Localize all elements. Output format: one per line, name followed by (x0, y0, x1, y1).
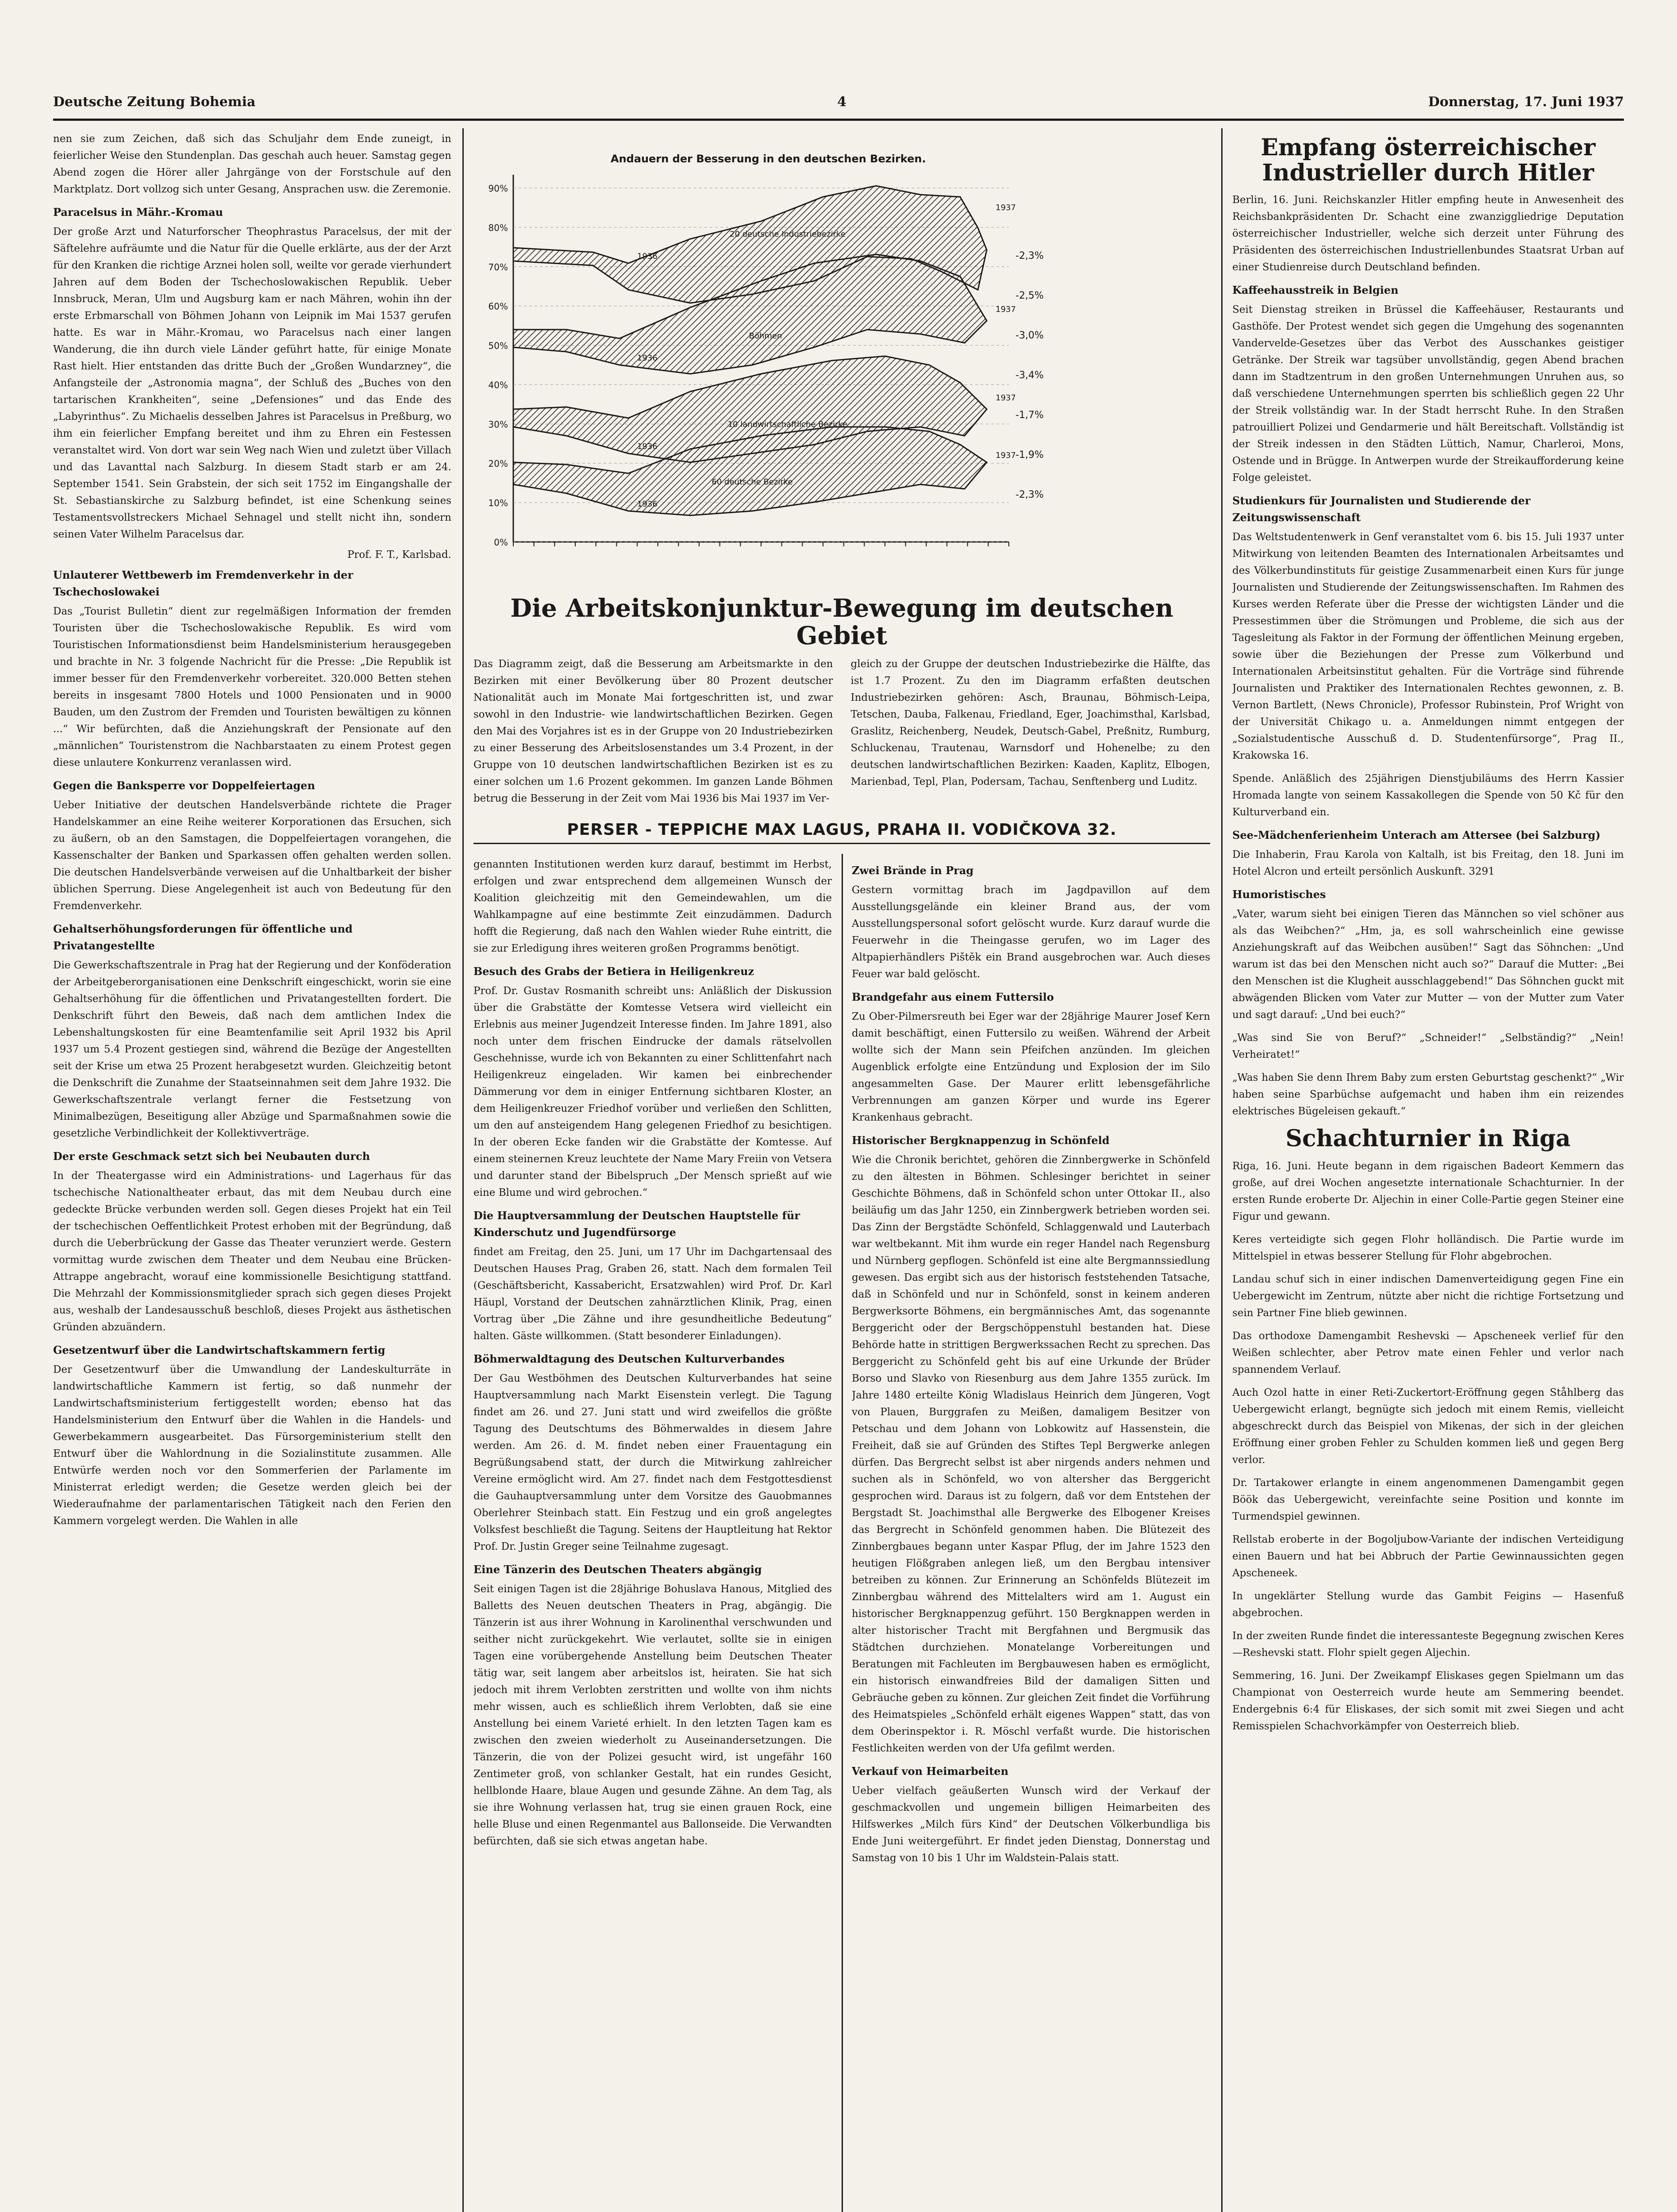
article-paragraph: Zu Ober-Pilmersreuth bei Eger war der 28jährige Maurer Josef Kern damit beschäftigt, einen Futtersilo zu weißen. Während der Arbeit wollte sich der Mann sein Pfeifchen anzünden. Im gleichen Augenblick erfolgte eine Entzündung und Explosion der im Silo angesammelten Gase. Der Maurer erlitt lebensgefährliche Verbrennungen am ganzen Körper und wurde ins Egerer Krankenhaus gebracht. (852, 1011, 1210, 1123)
article-heading: Paracelsus in Mähr.-Kromau (53, 206, 223, 219)
article-heading: Zwei Brände in Prag (852, 864, 974, 877)
column-3 (852, 856, 1210, 2212)
chart-band-label: 20 deutsche Industriebezirke (730, 230, 846, 239)
chart-change-label: -3,0% (1015, 330, 1044, 341)
article-paragraph: In der Theatergasse wird ein Administrations- und Lagerhaus für das tschechische Nationaltheater erbaut, das mit dem Neubau durch eine gedeckte Brücke verbunden werden soll. Gegen dieses Projekt hat ein Teil der tschechischen Oeffentlichkeit Protest erhoben mit der Begründung, daß durch die Ueberbrückung der Gasse das Theater verunziert werde. Gestern vormittag wurde zwischen dem Theater und dem Neubau eine Brücken-Attrappe angebracht, worauf eine kommissionelle Besichtigung stattfand. Die Mehrzahl der Kommissionsmitglieder sprach sich gegen dieses Projekt aus, weshalb der Landesausschuß beschloß, dieses Projekt aus ästhetischen Gründen abzuändern. (53, 1170, 451, 1333)
article-paragraph: Semmering, 16. Juni. Der Zweikampf Eliskases gegen Spielmann um das Championat von Oesterreich wurde heute am Semmering beendet. Endergebnis 6:4 für Eliskases, der sich somit mit zwei Siegen und acht Remisspielen Schachvorkämpfer von Oesterreich blieb. (1232, 1670, 1624, 1732)
chart-y-tick-label: 50% (488, 340, 508, 351)
employment-chart (478, 144, 1115, 588)
chart-band-label: Böhmen (749, 331, 782, 341)
article-paragraph: Riga, 16. Juni. Heute begann in dem rigaischen Badeort Kemmern das große, auf drei Wochen angesetzte internationale Schachturnier. In der ersten Runde eroberte Dr. Aljechin in einer Colle-Partie gegen Steiner eine Figur und gewann. (1232, 1160, 1624, 1222)
article-paragraph: Spende. Anläßlich des 25jährigen Dienstjubiläums des Herrn Kassier Hromada langte von seinem Kassakollegen die Spende von 50 Kč für den Kulturverband ein. (1232, 773, 1624, 818)
page-number: 4 (837, 94, 846, 110)
article-paragraph: Die Gewerkschaftszentrale in Prag hat der Regierung und der Konföderation der Arbeitgeberorganisationen eine Denkschrift eingeschickt, worin sie eine Gehaltserhöhung für die öffentlichen und Privatangestellten fordert. Die Denkschrift führt den Beweis, daß nach dem amtlichen Index die Lebenshaltungskosten für eine Beamtenfamilie seit April 1932 bis April 1937 um 5.4 Prozent gestiegen sind, während die Bezüge der Angestellten seit der Krise um etwa 25 Prozent herabgesetzt wurden. Gleichzeitig betont die Denkschrift die Zunahme der Staatseinnahmen seit dem Jahre 1932. Die Gewerkschaftszentrale verlangt ferner die Festsetzung von Minimalbezügen, Beseitigung aller Abzüge und Sparmaßnahmen sowie die gesetzliche Verbindlichkeit der Kollektivverträge. (53, 960, 451, 1139)
article-paragraph: Gestern vormittag brach im Jagdpavillon auf dem Ausstellungsgelände ein kleiner Brand aus, der vom Ausstellungspersonal sofort gelöscht wurde. Kurz darauf wurde die Feuerwehr in die Theingasse gerufen, wo im Lager des Altpapierhändlers Pištěk ein Brand ausgebrochen war. Auch dieses Feuer war bald gelöscht. (852, 884, 1210, 980)
chart-y-tick-label: 30% (488, 419, 508, 430)
article-paragraph: Der Gesetzentwurf über die Umwandlung der Landeskulturräte in landwirtschaftliche Kammern ist fertig, so daß nunmehr der Landwirtschaftsministerium fertiggestellt worden; ebenso hat das Handelsministerium den Entwurf über die Wahlen in die Handels- und Gewerbekammern ausgearbeitet. Das Fürsorgeministerium stellt den Entwurf über die Wahlordnung in die Sozialinstitute zusammen. Alle Entwürfe werden noch vor den Sommerferien der Parlamente im Ministerrat erledigt werden; die Gesetze werden gleich bei der Wiederaufnahme der parlamentarischen Tätigkeit nach den Ferien den Kammern vorgelegt werden. Die Wahlen in alle (53, 1364, 451, 1527)
article-heading: Besuch des Grabs der Betiera in Heiligenkreuz (473, 965, 754, 978)
chart-change-label: -3,4% (1015, 370, 1044, 381)
ad-text: PERSER - TEPPICHE MAX LAGUS, PRAHA II. VODIČKOVA 32. (567, 821, 1117, 839)
chart-year-label: 1936 (637, 499, 658, 509)
issue-date: Donnerstag, 17. Juni 1937 (1428, 94, 1624, 110)
chart-change-label: -2,3% (1015, 489, 1044, 500)
article-heading: Die Hauptversammlung der Deutschen Hauptstelle für Kinderschutz und Jugendfürsorge (473, 1209, 800, 1239)
article-rule-main (473, 843, 1210, 844)
chart-band-label: 60 deutsche Bezirke (712, 477, 793, 487)
chart-change-label: -2,3% (1015, 250, 1044, 261)
main-article (473, 591, 1210, 841)
article-paragraph: Der Gau Westböhmen des Deutschen Kulturverbandes hat seine Hauptversammlung nach Markt Eisenstein verlegt. Die Tagung findet am 26. und 27. Juni statt und wird zweifellos die größte Tagung des Deutschtums des Böhmerwaldes in diesem Jahre werden. Am 26. d. M. findet neben einer Frauentagung ein Begrüßungsabend statt, der durch die Mitwirkung zahlreicher Vereine ermöglicht wird. Am 27. findet nach dem Festgottesdienst die Gauhauptversammlung unter dem Vorsitze des Gauobmannes Oberlehrer Steinbach statt. Ein Festzug und ein groß angelegtes Volksfest beschließt die Tagung. Seitens der Hauptleitung hat Rektor Prof. Dr. Justin Greger seine Teilnahme zugesagt. (473, 1373, 832, 1552)
chart-y-tick-label: 40% (488, 380, 508, 391)
article-paragraph: Berlin, 16. Juni. Reichskanzler Hitler empfing heute in Anwesenheit des Reichsbankpräsidenten Dr. Schacht eine zwanziggliedrige Deputation österreichischer Industrieller, welche sich derzeit unter Führung des Präsidenten des österreichischen Industriellenbundes Staatsrat Urban auf einer Studienreise durch Deutschland befinden. (1232, 194, 1624, 273)
article-heading: Historischer Bergknappenzug in Schönfeld (852, 1134, 1110, 1147)
carpet-advertisement (473, 821, 1210, 843)
column-rule-3 (1221, 128, 1223, 2212)
article-heading: Studienkurs für Journalisten und Studierende der Zeitungswissenschaft (1232, 494, 1531, 524)
section-headline: Schachturnier in Riga (1285, 1125, 1571, 1152)
main-article-text-b: gleich zu der Gruppe der deutschen Industriebezirke die Hälfte, das ist 1.7 Prozent. Zu den im Diagramm erfaßten deutschen Industriebezirken gehören: Asch, Braunau, Böhmisch-Leipa, Tetschen, Dauba, Falkenau, Friedland, Eger, Joachimsthal, Karlsbad, Graslitz, Reichenberg, Neudek, Deutsch-Gabel, Preßnitz, Rumburg, Schluckenau, Trautenau, Warnsdorf und Hohenelbe; zu den deutschen landwirtschaftlichen Bezirken: Kaaden, Kaplitz, Elbogen, Marienbad, Tepl, Plan, Podersam, Tachau, Senftenberg und Luditz. (850, 658, 1210, 788)
article-paragraph: Landau schuf sich in einer indischen Damenverteidigung gegen Fine ein Uebergewicht im Zentrum, nützte aber nicht die richtige Fortsetzung und sein Partner Fine blieb gewinnen. (1232, 1273, 1624, 1319)
article-paragraph: Wie die Chronik berichtet, gehören die Zinnbergwerke in Schönfeld zu den ältesten in Böhmen. Schlesinger berichtet in seiner Geschichte Böhmens, daß in Schönfeld schon unter Ottokar II., also beiläufig um das Jahr 1250, ein Zinnbergwerk betrieben worden sei. Das Zinn der Bergstädte Schönfeld, Schlaggenwald und Lauterbach war weltbekannt. Mit ihm wurde ein reger Handel nach Regensburg und Nürnberg gepflogen. Schönfeld ist eine alte Bergmannssiedlung gewesen. Das ergibt sich aus der historisch feststehenden Tatsache, daß in Schönfeld und nur in Schönfeld, sonst in keinem anderen Bergwerksorte Böhmens, ein bergmännisches Amt, das sogenannte Berggericht oder der Bergschöppenstuhl bestanden hat. Diese Behörde hatte in strittigen Bergwerkssachen Recht zu sprechen. Das Berggericht zu Schönfeld geht bis auf eine Urkunde der Brüder Borso und Slavko von Riesenburg aus dem Jahre 1355 zurück. Im Jahre 1480 erteilte König Wladislaus Heinrich dem Jüngeren, Vogt von Plauen, Burggrafen zu Meißen, damaligem Besitzer von Petschau und dem Johann von Lobkowitz auf Hassenstein, die Freiheit, daß sie auf Gründen des Stiftes Tepl Bergwerke anlegen dürfen. Das Bergrecht selbst ist aber nirgends anders nehmen und suchen als in Schönfeld, wo von altersher das Berggericht gesprochen wird. Daraus ist zu folgern, daß vor dem Entstehen der Bergstadt St. Joachimsthal alle Bergwerke des Elbogener Kreises das Bergrecht in Schönfeld genommen haben. Die Blütezeit des Zinnbergbaues begann unter Kaspar Pflug, der im Jahre 1523 den heutigen Flößgraben anlegen ließ, um den Bergbau intensiver betreiben zu können. Zur Erinnerung an Schönfelds Blütezeit im Zinnbergbau während des Mittelalters wird am 1. August ein historischer Bergknappenzug geführt. 150 Bergknappen werden in alter historischer Tracht mit Bergfahnen und Bergmusik das Städtchen durchziehen. Monatelange Vorbereitungen und Beratungen mit Fachleuten im Bergbauwesen haben es ermöglicht, ein historisch einwandfreies Bild der damaligen Sitten und Gebräuche geben zu können. Zur gleichen Zeit findet die Vorführung des Heimatspieles „Schönfeld erhält eigenes Wappen“ statt, das von dem Oberinspektor i. R. Möschl verfaßt wurde. Die historischen Festlichkeiten werden von der Ufa gefilmt werden. (852, 1154, 1210, 1754)
chart-year-label: 1937 (996, 451, 1016, 460)
chart-y-tick-label: 60% (488, 301, 508, 312)
chart-title: Andauern der Besserung in den deutschen Bezirken. (611, 153, 926, 165)
article-paragraph: Das Weltstudentenwerk in Genf veranstaltet vom 6. bis 15. Juli 1937 unter Mitwirkung von leitenden Beamten des Internationalen Arbeitsamtes und des Völkerbundinstituts für geistige Zusammenarbeit einen Kurs für junge Journalisten und Studierende der Zeitungswissenschaften. Im Rahmen des Kurses werden Referate über die Presse der wichtigsten Länder und die Pressestimmen über die Strömungen und Probleme, die sich aus der Tagesleitung als Faktor in der Formung der öffentlichen Meinung ergeben, sowie über die Beziehungen der Presse zum Völkerbund und Internationalen Arbeitsinstitut gehalten. Für die Vorträge sind führende Journalisten und Praktiker des Internationalen Rechtes gewonnen, z. B. Vernon Bartlett, (News Chronicle), Professor Rubinstein, Prof Wright von der Universität Chikago u. a. Anmeldungen nimmt entgegen der „Sozialstudentische Ausschuß d. D. Studentenfürsorge“, Prag II., Krakowska 16. (1232, 531, 1624, 762)
article-heading: Brandgefahr aus einem Futtersilo (852, 991, 1054, 1003)
header-rule (53, 119, 1624, 121)
chart-svg (478, 144, 1115, 588)
article-paragraph: Keres verteidigte sich gegen Flohr holländisch. Die Partie wurde im Mittelspiel in etwas besserer Stellung für Flohr abgebrochen. (1232, 1233, 1624, 1262)
column-2 (473, 856, 832, 2212)
chart-change-label: -1,7% (1015, 410, 1044, 421)
article-heading: See-Mädchenferienheim Unterach am Attersee (bei Salzburg) (1232, 829, 1601, 842)
article-paragraph: „Was sind Sie von Beruf?“ „Schneider!“ „Selbständig?“ „Nein! Verheiratet!“ (1232, 1032, 1624, 1061)
chart-change-label: -2,5% (1015, 290, 1044, 301)
chart-y-tick-label: 90% (488, 183, 508, 194)
chart-y-tick-label: 70% (488, 261, 508, 273)
page-header (53, 88, 1624, 115)
article-paragraph: Der große Arzt und Naturforscher Theophrastus Paracelsus, der mit der Säftelehre aufräumte und die Natur für die Quelle erklärte, aus der der Arzt für den Kranken die richtige Arznei holen soll, weilte vor gerade vierhundert Jahren auf dem Boden der Tschechoslowakischen Republik. Ueber Innsbruck, Meran, Ulm und Augsburg kam er nach Mähren, wohin ihn der erste Erbmarschall von Böhmen Johann von Leipnik im Mai 1537 gerufen hatte. Es war in Mähr.-Kromau, wo Paracelsus nach einer langen Wanderung, die ihn durch viele Länder geführt hatte, für einige Monate Rast hielt. Hier entstanden das dritte Buch der „Großen Wundarzney“, die Anfangsteile der „Astronomia magna“, der Schluß des „Buches von den tartarischen Krankheiten“, seine „Defensiones“ und das Ende des „Labyrinthus“. Zu Michaelis desselben Jahres ist Paracelsus in Preßburg, wo ihm ein feierlicher Empfang bereitet und ihm zu Ehren ein Festessen veranstaltet wird. Von dort war sein Weg nach Wien und zuletzt über Villach und das Lavanttal nach Salzburg. In diesem Stadt starb er am 24. September 1541. Sein Grabstein, der sich seit 1752 im Eingangshalle der St. Sebastianskirche zu Salzburg befindet, ist eine Schenkung seines Testamentsvollstreckers Michael Sehnagel und stellt nicht ihn, sondern seinen Vater Wilhelm Paracelsus dar. (53, 226, 451, 540)
chart-year-label: 1937 (996, 305, 1016, 314)
article-heading: Gegen die Banksperre vor Doppelfeiertagen (53, 779, 315, 792)
author-signature: Prof. F. T., Karlsbad. (347, 549, 451, 561)
chart-y-tick-label: 80% (488, 222, 508, 233)
article-paragraph: findet am Freitag, den 25. Juni, um 17 Uhr im Dachgartensaal des Deutschen Hauses Prag, Graben 26, statt. Nach dem formalen Teil (Geschäftsbericht, Kassabericht, Ersatzwahlen) wird Prof. Dr. Karl Häupl, Vorstand der Deutschen zahnärztlichen Klinik, Prag, einen Vortrag über „Die Zähne und ihre gesundheitliche Bedeutung“ halten. Gäste willkommen. (Statt besonderer Einladungen). (473, 1246, 832, 1342)
article-paragraph: „Vater, warum sieht bei einigen Tieren das Männchen so viel schöner aus als das Weibchen?“ „Hm, ja, es soll wahrscheinlich eine gewisse Anziehungskraft auf das Weibchen ausüben!“ Sagt das Söhnchen: „Und warum ist das bei den Menschen nicht auch so?“ Darauf die Mutter: „Bei den Menschen ist die Klugheit ausschlaggebend!“ Das Söhnchen guckt mit abwägenden Blicken vom Vater zur Mutter — von der Mutter zum Vater und sagt darauf: „Und bei euch?“ (1232, 908, 1624, 1021)
article-paragraph: Das orthodoxe Damengambit Reshevski — Apscheneek verlief für den Weißen schlechter, aber Petrov mate einen Fehler und verlor nach spannendem Verlauf. (1232, 1330, 1624, 1375)
main-headline: Die Arbeitskonjunktur-Bewegung im deutschen Gebiet (510, 594, 1173, 650)
chart-year-label: 1937 (996, 393, 1016, 403)
article-heading: Gesetzentwurf über die Landwirtschaftskammern fertig (53, 1344, 385, 1356)
column-rule-1 (462, 128, 464, 2212)
column-rule-2 (842, 854, 843, 2212)
article-paragraph: Seit Dienstag streiken in Brüssel die Kaffeehäuser, Restaurants und Gasthöfe. Der Protest wendet sich gegen die Umgehung des sogenannten Vandervelde-Gesetzes über das Verbot des Ausschankes geistiger Getränke. Der Streik war tagsüber unvollständig, gegen Abend brachen dann im Stadtzentrum in den großen Unternehmungen Unruhen aus, so daß verschiedene Unternehmungen sperrten bis schließlich gegen 22 Uhr der Streik vollständig war. In der Stadt herrscht Ruhe. In den Straßen patrouilliert Polizei und Gendarmerie und hält Bereitschaft. Vollständig ist der Streik indessen in den Städten Lüttich, Namur, Charleroi, Mons, Ostende und in Brügge. In Antwerpen wurde der Streikaufforderung keine Folge geleistet. (1232, 304, 1624, 484)
main-article-text-a: Das Diagramm zeigt, daß die Besserung am Arbeitsmarkte in den Bezirken mit einer Bevölkerung über 80 Prozent deutscher Nationalität auch im Monate Mai fortgeschritten ist, und zwar sowohl in den Industrie- wie landwirtschaftlichen Bezirken. Gegen den Mai des Vorjahres ist es in der Gruppe von 20 Industriebezirken zu einer Besserung des Arbeitslosenstandes um 3.4 Prozent, in der Gruppe von 10 deutschen landwirtschaftlichen Bezirken ist es zu einer solchen um 1.6 Prozent gekommen. Im ganzen Lande Böhmen betrug die Besserung in der Zeit vom Mai 1936 bis Mai 1937 im Ver- (473, 658, 833, 805)
article-paragraph: Seit einigen Tagen ist die 28jährige Bohuslava Hanous, Mitglied des Balletts des Neuen deutschen Theaters in Prag, abgängig. Die Tänzerin ist aus ihrer Wohnung in Karolinenthal verschwunden und seither nicht zurückgekehrt. Wie verlautet, sollte sie in einigen Tagen eine vorübergehende Anstellung beim Deutschen Theater tätig war, seit langem aber arbeitslos ist, heiraten. Sie hat sich jedoch mit ihrem Verlobten zerstritten und wollte von ihm nichts mehr wissen, auch es schließlich ihrem Verlobten, daß sie eine Anstellung bei einem Varieté erhielt. In den letzten Tagen kam es zwischen den zweien wiederholt zu Auseinandersetzungen. Die Tänzerin, die von der Polizei gesucht wird, ist ungefähr 160 Zentimeter groß, von schlanker Gestalt, hat ein rundes Gesicht, hellblonde Haare, blaue Augen und gesunde Zähne. An dem Tag, als sie ihre Wohnung verlassen hat, trug sie einen grauen Rock, eine helle Bluse und einen Regenmantel aus Ballonseide. Die Verwandten befürchten, daß sie sich etwas angetan habe. (473, 1583, 832, 1847)
section-headline: Empfang österreichischer Industrieller durch Hitler (1261, 134, 1596, 187)
article-paragraph: Dr. Tartakower erlangte in einem angenommenen Damengambit gegen Böök das Uebergewicht, vereinfachte seine Position und konnte im Turmendspiel gewinnen. (1232, 1477, 1624, 1522)
chart-band-label: 10 landwirtschaftliche Bezirke (727, 420, 848, 429)
chart-y-tick-label: 0% (494, 537, 508, 548)
article-heading: Verkauf von Heimarbeiten (852, 1765, 1009, 1778)
article-paragraph: Ueber vielfach geäußerten Wunsch wird der Verkauf der geschmackvollen und ungemein billigen Heimarbeiten des Hilfswerkes „Milch fürs Kind“ der Deutschen Völkerbundliga bis Ende Juni weitergeführt. Er findet jeden Dienstag, Donnerstag und Samstag von 10 bis 1 Uhr im Waldstein-Palais statt. (852, 1785, 1210, 1864)
newspaper-name: Deutsche Zeitung Bohemia (53, 94, 256, 110)
article-paragraph: Die Inhaberin, Frau Karola von Kaltalh, ist bis Freitag, den 18. Juni im Hotel Alcron und erteilt persönlich Auskunft. 3291 (1232, 849, 1624, 878)
article-heading: Gehaltserhöhungsforderungen für öffentliche und Privatangestellte (53, 922, 353, 952)
article-paragraph: In der zweiten Runde findet die interessanteste Begegnung zwischen Keres—Reshevski statt. Flohr spielt gegen Aljechin. (1232, 1630, 1624, 1659)
article-paragraph: Ueber Initiative der deutschen Handelsverbände richtete die Prager Handelskammer an eine Reihe weiterer Korporationen das Ersuchen, sich zu äußern, ob an den Samstagen, die Doppelfeiertagen vorangehen, die Kassenschalter der Banken und Sparkassen offen gehalten werden sollen. Die deutschen Handelsverbände verweisen auf die Unhaltbarkeit der bisher üblichen Sperrung. Diese Angelegenheit ist auch von Bedeutung für den Fremdenverkehr. (53, 799, 451, 912)
article-paragraph: Das „Tourist Bulletin“ dient zur regelmäßigen Information der fremden Touristen über die Tschechoslowakische Republik. Es wird vom Touristischen Informationsdienst beim Handelsministerium herausgegeben und brachte in Nr. 3 folgende Nachricht für die Presse: „Die Republik ist immer besser für den Fremdenverkehr vorbereitet. 320.000 Betten stehen bereits in insgesamt 7800 Hotels und 1000 Pensionaten und in 9000 Bauden, um den Zustrom der Fremden und Touristen bewältigen zu können ...“ Wir befürchten, daß die Anziehungskraft der Pensionate auf den „männlichen“ Touristenstrom die Nachbarstaaten zu einem Protest gegen diese unlautere Konkurrenz veranlassen wird. (53, 606, 451, 768)
article-paragraph: nen sie zum Zeichen, daß sich das Schuljahr dem Ende zuneigt, in feierlicher Weise den Stundenplan. Das geschah auch heuer. Samstag gegen Abend zogen die Hörer aller Jahrgänge von der Forstschule auf den Marktplatz. Dort vollzog sich unter Gesang, Ansprachen usw. die Zeremonie. (53, 133, 451, 195)
article-heading: Eine Tänzerin des Deutschen Theaters abgängig (473, 1563, 762, 1576)
chart-change-label: -1,9% (1015, 449, 1044, 461)
article-paragraph: Rellstab eroberte in der Bogoljubow-Variante der indischen Verteidigung einen Bauern und hat bei Abbruch der Partie Gewinnaussichten gegen Apscheneek. (1232, 1533, 1624, 1579)
article-heading: Unlauterer Wettbewerb im Fremdenverkehr in der Tschechoslowakei (53, 568, 354, 598)
article-heading: Kaffeehausstreik in Belgien (1232, 284, 1399, 297)
article-heading: Der erste Geschmack setzt sich bei Neubauten durch (53, 1150, 370, 1163)
article-paragraph: Prof. Dr. Gustav Rosmanith schreibt uns: Anläßlich der Diskussion über die Grabstätte der Komtesse Vetsera wird vielleicht ein Erlebnis aus meiner Jugendzeit Interesse finden. Im Jahre 1891, also noch unter dem frischen Eindrucke der damals rätselvollen Geschehnisse, wurde ich von Bekannten zu einer Schlittenfahrt nach Heiligenkreuz eingeladen. Wir kamen bei einbrechender Dämmerung vor dem in einiger Entfernung sichtbaren Kloster, an dem Heiligenkreuzer Friedhof vorüber und verließen den Schlitten, um den auf ansteigendem Hang gelegenen Friedhof zu besichtigen. In der oberen Ecke fanden wir die Grabstätte der Komtesse. Auf einem steinernen Kreuz leuchtete der Name Mary Freiin von Vetsera und darunter stand der Bibelspruch „Der Mensch sprießt auf wie eine Blume und wird gebrochen.“ (473, 985, 832, 1198)
chart-year-label: 1936 (637, 252, 658, 261)
article-paragraph: genannten Institutionen werden kurz darauf, bestimmt im Herbst, erfolgen und zwar entsprechend dem allgemeinen Wunsch der Koalition gleichzeitig mit den Gemeindewahlen, um die Wahlkampagne auf eine bestimmte Zeit einzudämmen. Dadurch hofft die Regierung, daß nach den Wahlen wieder Ruhe eintritt, die sie zur Erledigung ihres weiteren großen Programms benötigt. (473, 859, 832, 954)
article-paragraph: Auch Ozol hatte in einer Reti-Zuckertort-Eröffnung gegen Ståhlberg das Uebergewicht erlangt, begnügte sich jedoch mit einem Remis, vielleicht abgeschreckt durch das Beispiel von Mikenas, der sich in der gleichen Eröffnung einer groben Fehler zu Schulden kommen ließ und gegen Berg verlor. (1232, 1386, 1624, 1466)
article-paragraph: In ungeklärter Stellung wurde das Gambit Feigins — Hasenfuß abgebrochen. (1232, 1590, 1624, 1619)
article-heading: Humoristisches (1232, 888, 1326, 901)
chart-year-label: 1936 (637, 353, 658, 363)
chart-y-tick-label: 10% (488, 498, 508, 509)
column-4 (1232, 131, 1624, 2212)
chart-year-label: 1936 (637, 442, 658, 451)
article-paragraph: „Was haben Sie denn Ihrem Baby zum ersten Geburtstag geschenkt?“ „Wir haben seine Sparbüchse aufgemacht und haben ihm ein reizendes elektrisches Bügeleisen gekauft.“ (1232, 1072, 1624, 1118)
article-heading: Böhmerwaldtagung des Deutschen Kulturverbandes (473, 1352, 785, 1365)
chart-year-label: 1937 (996, 203, 1016, 212)
chart-y-tick-label: 20% (488, 458, 508, 469)
column-1 (53, 131, 451, 2212)
